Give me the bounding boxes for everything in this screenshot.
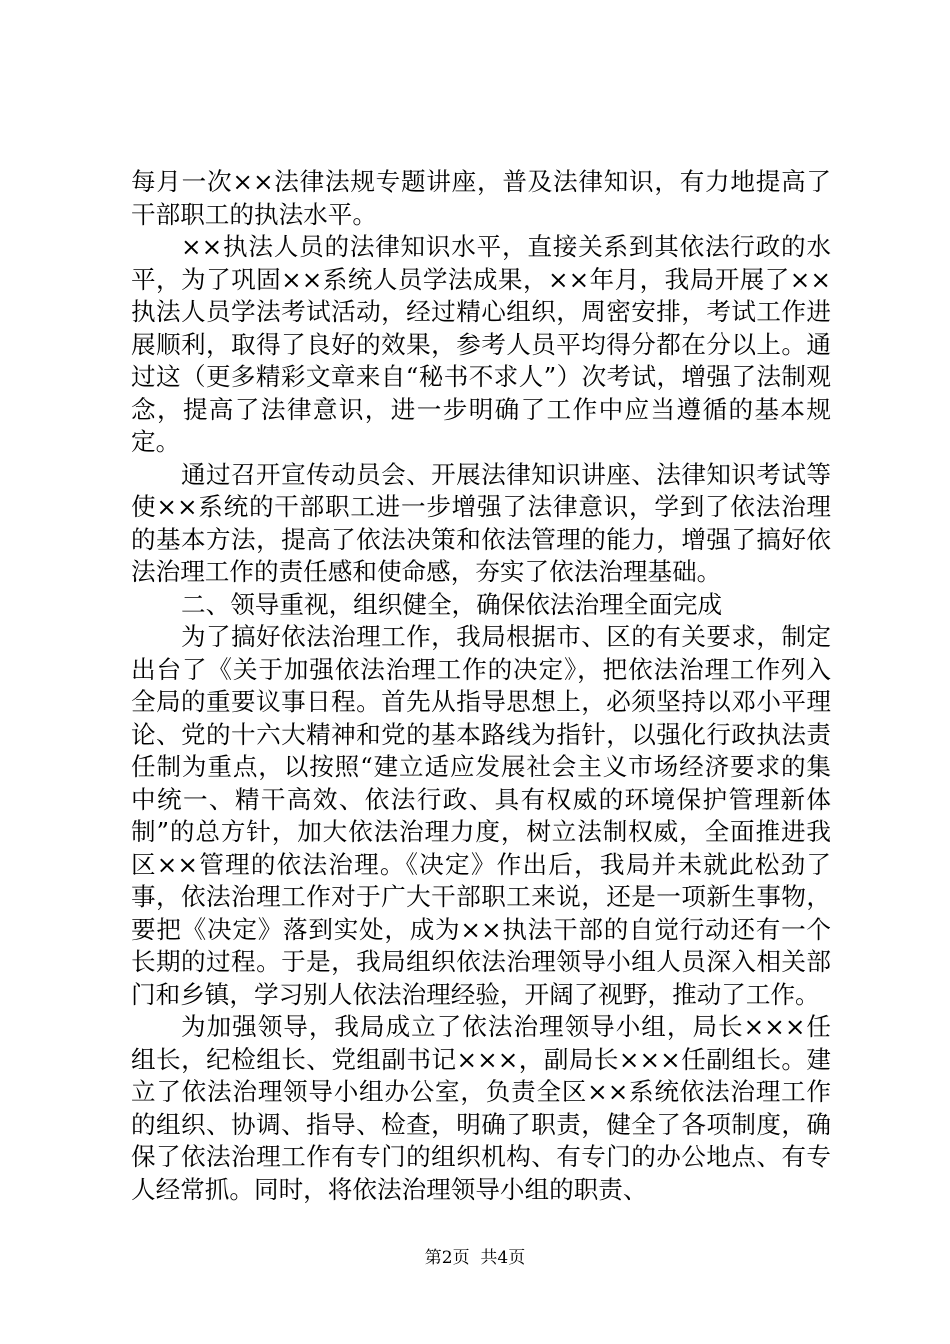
paragraph-1: 每月一次××法律法规专题讲座，普及法律知识，有力地提高了干部职工的执法水平。 (131, 167, 831, 229)
page-number-label: 第2页 共4页 (424, 1248, 526, 1268)
paragraph-4: 为了搞好依法治理工作，我局根据市、区的有关要求，制定出台了《关于加强依法治理工作的决定》，把依法治理工作列入全局的重要议事日程。首先从指导思想上，必须坚持以邓小平理论、党的十六大精神和党的基本路线为指针，以强化行政执法责任制为重点，以按照“建立适应发展社会主义市场经济要求的集中统一、精干高效、依法行政、具有权威的环境保护管理新体制”的总方针，加大依法治理力度，树立法制权威，全面推进我区××管理的依法治理。《决定》作出后，我局并未就此松劲了事，依法治理工作对于广大干部职工来说，还是一项新生事物，要把《决定》落到实处，成为××执法干部的自觉行动还有一个长期的过程。于是，我局组织依法治理领导小组人员深入相关部门和乡镇，学习别人依法治理经验，开阔了视野，推动了工作。 (131, 622, 831, 1009)
paragraph-5: 为加强领导，我局成立了依法治理领导小组，局长×××任组长，纪检组长、党组副书记×××，副局长×××任副组长。建立了依法治理领导小组办公室，负责全区××系统依法治理工作的组织、协调、指导、检查，明确了职责，健全了各项制度，确保了依法治理工作有专门的组织机构、有专门的办公地点、有专人经常抓。同时，将依法治理领导小组的职责、 (131, 1012, 831, 1204)
paragraph-3: 通过召开宣传动员会、开展法律知识讲座、法律知识考试等使××系统的干部职工进一步增强了法律意识，学到了依法治理的基本方法，提高了依法决策和依法管理的能力，增强了搞好依法治理工作的责任感和使命感，夯实了依法治理基础。 (131, 459, 831, 586)
page-footer (0, 1248, 950, 1268)
section-heading: 二、领导重视，组织健全，确保依法治理全面完成 (181, 589, 723, 619)
paragraph-2: ××执法人员的法律知识水平，直接关系到其依法行政的水平，为了巩固××系统人员学法成果，××年月，我局开展了××执法人员学法考试活动，经过精心组织，周密安排，考试工作进展顺利，取得了良好的效果，参考人员平均得分都在分以上。通过这（更多精彩文章来自“秘书不求人”）次考试，增强了法制观念，提高了法律意识，进一步明确了工作中应当遵循的基本规定。 (131, 232, 831, 456)
document-body (131, 166, 831, 1206)
